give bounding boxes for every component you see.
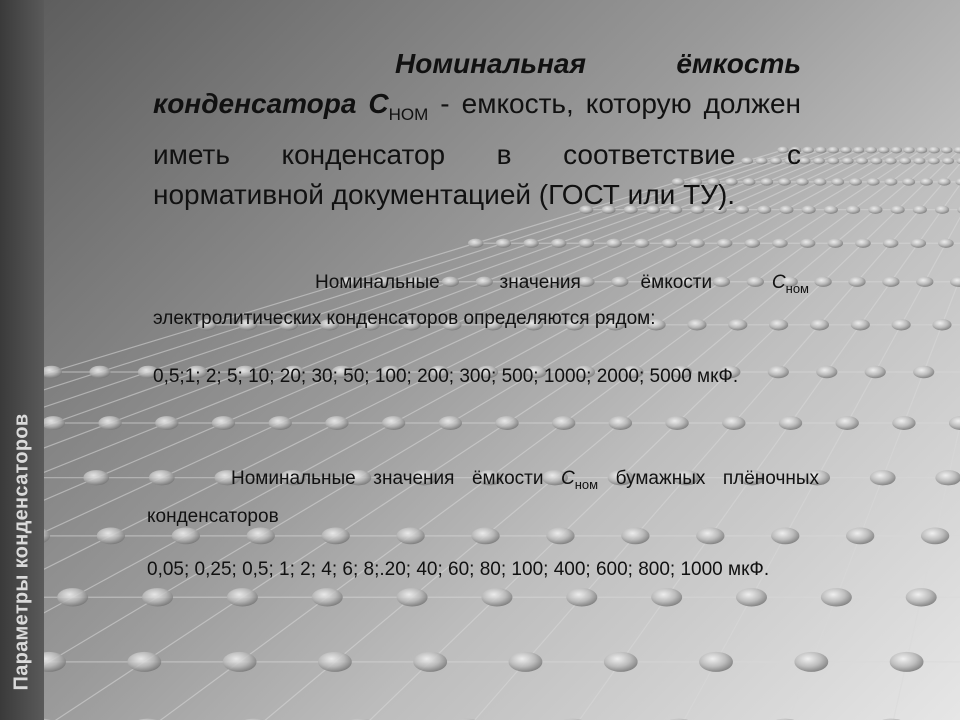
grid-node: [665, 416, 688, 430]
grid-node: [212, 416, 235, 430]
grid-node: [579, 239, 595, 248]
grid-node: [42, 416, 65, 430]
grid-node: [736, 588, 767, 606]
grid-node: [142, 588, 173, 606]
grid-node: [802, 147, 814, 154]
grid-node: [604, 652, 638, 672]
grid-node: [810, 319, 829, 330]
grid-node: [97, 527, 125, 544]
grid-node: [155, 416, 178, 430]
electrolytic-symbol-subscript: ном: [785, 281, 809, 296]
grid-node: [382, 416, 405, 430]
grid-node: [815, 277, 832, 287]
grid-node: [892, 416, 915, 430]
grid-nodes: [0, 147, 960, 720]
grid-node: [840, 147, 852, 154]
grid-node: [828, 147, 840, 154]
grid-node: [836, 416, 859, 430]
grid-node: [851, 319, 870, 330]
grid-node: [891, 206, 905, 214]
paper-intro: Номинальные значения ёмкости: [231, 468, 562, 489]
grid-node: [722, 416, 745, 430]
grid-node: [89, 366, 110, 379]
grid-node: [824, 206, 838, 214]
grid-node: [938, 239, 954, 248]
grid-node: [950, 277, 960, 287]
grid-node: [913, 366, 934, 379]
electrolytic-text: электролитических конденсаторов определяются рядом:: [153, 308, 656, 329]
sidebar-title: Параметры конденсаторов: [10, 413, 33, 691]
grid-node: [928, 157, 940, 164]
grid-node: [794, 652, 828, 672]
grid-node: [846, 206, 860, 214]
grid-node: [913, 157, 925, 164]
grid-node: [935, 470, 960, 485]
grid-node: [268, 416, 291, 430]
grid-node: [523, 239, 539, 248]
grid-node: [842, 157, 854, 164]
grid-node: [899, 157, 911, 164]
grid-node: [920, 178, 933, 186]
electrolytic-intro: Номинальные значения ёмкости: [315, 272, 772, 293]
grid-node: [870, 157, 882, 164]
grid-node: [468, 239, 484, 248]
grid-node: [891, 147, 903, 154]
grid-node: [312, 588, 343, 606]
grid-node: [481, 588, 512, 606]
grid-node: [903, 147, 915, 154]
paper-values: 0,05; 0,25; 0,5; 1; 2; 4; 6; 8;.20; 40; 60; 80; 100; 400; 600; 800; 1000 мкФ.: [147, 559, 770, 580]
grid-node: [566, 588, 597, 606]
paper-paragraph: [147, 463, 819, 533]
grid-node: [885, 178, 898, 186]
grid-node: [849, 178, 862, 186]
grid-node: [882, 277, 899, 287]
grid-node: [941, 147, 953, 154]
grid-node: [846, 527, 874, 544]
grid-node: [413, 652, 447, 672]
grid-node: [772, 239, 788, 248]
grid-lines: [0, 150, 960, 720]
grid-node: [634, 239, 650, 248]
grid-node: [956, 157, 960, 164]
definition-term-text: Номинальная ёмкость конденсатора С: [153, 48, 801, 119]
grid-node: [813, 157, 825, 164]
grid-node: [913, 206, 927, 214]
grid-node: [802, 206, 816, 214]
grid-node: [223, 652, 257, 672]
grid-node: [878, 147, 890, 154]
grid-node: [745, 239, 761, 248]
grid-node: [867, 178, 880, 186]
grid-node: [609, 416, 632, 430]
grid-node: [397, 588, 428, 606]
grid-node: [828, 239, 844, 248]
grid-node: [831, 178, 844, 186]
grid-node: [689, 239, 705, 248]
grid-node: [885, 157, 897, 164]
grid-node: [551, 239, 567, 248]
grid-node: [928, 147, 940, 154]
grid-node: [98, 416, 121, 430]
grid-node: [662, 239, 678, 248]
grid-node: [800, 239, 816, 248]
grid-node: [848, 277, 865, 287]
electrolytic-values: 0,5;1; 2; 5; 10; 20; 30; 50; 100; 200; 300; 500; 1000; 2000; 5000 мкФ.: [153, 366, 739, 387]
grid-node: [856, 157, 868, 164]
grid-node: [916, 277, 933, 287]
grid-node: [865, 147, 877, 154]
grid-node: [921, 527, 949, 544]
grid-node: [57, 588, 88, 606]
grid-node: [935, 206, 949, 214]
grid-node: [865, 366, 886, 379]
grid-node: [870, 470, 896, 485]
grid-node: [816, 366, 837, 379]
grid-node: [509, 652, 543, 672]
electrolytic-paragraph: [153, 268, 809, 334]
grid-node: [41, 366, 62, 379]
grid-node: [853, 147, 865, 154]
grid-node: [821, 588, 852, 606]
paper-text: бумажных плёночных конденсаторов: [147, 468, 820, 527]
grid-node: [949, 416, 960, 430]
grid-node: [779, 416, 802, 430]
grid-node: [606, 239, 622, 248]
grid-node: [890, 652, 924, 672]
grid-node: [699, 652, 733, 672]
grid-node: [902, 178, 915, 186]
grid-node: [955, 178, 960, 186]
grid-node: [496, 239, 512, 248]
grid-node: [938, 178, 951, 186]
grid-node: [916, 147, 928, 154]
paper-symbol: С: [561, 468, 575, 489]
grid-node: [127, 652, 161, 672]
grid-node: [883, 239, 899, 248]
grid-node: [227, 588, 258, 606]
grid-node: [855, 239, 871, 248]
grid-node: [815, 147, 827, 154]
grid-node: [868, 206, 882, 214]
grid-node: [552, 416, 575, 430]
grid-node: [932, 319, 951, 330]
grid-node: [911, 239, 927, 248]
grid-node: [325, 416, 348, 430]
grid-node: [83, 470, 109, 485]
grid-node: [495, 416, 518, 430]
sidebar: [0, 0, 44, 720]
paper-symbol-subscript: ном: [574, 477, 599, 492]
grid-node: [717, 239, 733, 248]
grid-node: [954, 147, 960, 154]
electrolytic-symbol: С: [771, 272, 786, 293]
grid-node: [651, 588, 682, 606]
grid-node: [439, 416, 462, 430]
grid-node: [906, 588, 937, 606]
definition-text: - емкость, которую должен иметь конденсатор в соответствие с нормативной документацией (ГОСТ или ТУ).: [153, 88, 801, 210]
grid-node: [892, 319, 911, 330]
grid-node: [942, 157, 954, 164]
grid-node: [814, 178, 827, 186]
definition-paragraph: [153, 44, 801, 215]
grid-node: [827, 157, 839, 164]
grid-node: [318, 652, 352, 672]
definition-term-subscript: НОМ: [388, 105, 429, 124]
